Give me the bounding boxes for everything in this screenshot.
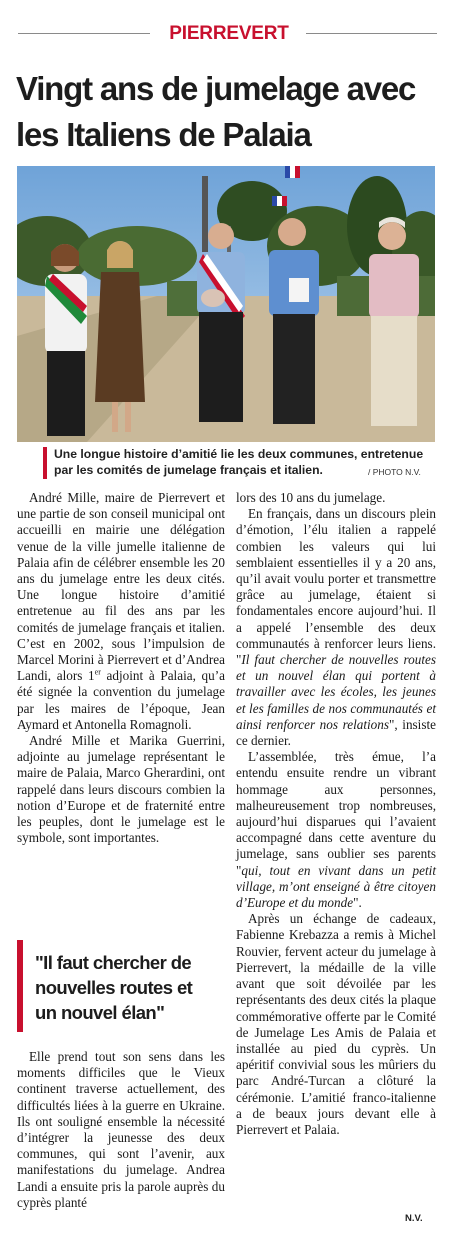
paragraph: Elle prend tout son sens dans les moments difficiles que le Vieux continent traverse actuellement, des difficultés liées à la guerre en Ukraine. Ils ont souligné ensemble la nécessité d’intégrer la jeunesse des deux communes, qui sont l’avenir, aux manifestations du jumelage. Andrea Landi a ensuite pris la parole auprès du cyprès planté [17,1049,225,1210]
photo-credit: / PHOTO N.V. [368,467,421,477]
paragraph-text: André Mille, maire de Pierrevert et une partie de son conseil municipal ont accueilli en mairie une délégation venue de la ville jumelle italienne de Palaia afin de célébrer ensemble les 20 ans du jumelage entre les deux cités. Une longue histoire d’amitié entretenue au fil des ans par les comités de jumelage français et italien. C’est en 2002, sous l’impulsion de Marcel Morini à Pierrevert et d’Andrea Landi, alors 1 [17,490,225,684]
article-headline: Vingt ans de jumelage avec les Italiens de Palaia [16,70,416,153]
section-rule-left [18,33,150,34]
left-column [17,490,225,846]
paragraph [236,749,436,911]
paragraph [236,506,436,749]
quoted-text: qui, tout en vivant dans un petit village, m’ont enseigné à être citoyen d’Europe et du monde [236,862,436,911]
paragraph-text: ", insiste ce dernier. [236,716,436,749]
quoted-text: Il faut chercher de nouvelles routes et un nouvel élan qui portent à travailler avec les écoles, les jeunes et les familles de nos communautés et ainsi renforcer nos relations [236,652,436,732]
pull-quote [17,940,217,1032]
paragraph-text: L’assemblée, très émue, l’a entendu ensuite rendre un vibrant hommage aux personnes, malheureusement trop nombreuses, aujourd’hui disparues qui l’avaient accompagné dans cette aventure du jumelage, sans oublier ses parents " [236,749,436,878]
photo-caption: Une longue histoire d’amitié lie les deux communes, entretenue par les comités de jumelage français et italien. [54,447,424,477]
right-column [236,490,436,1138]
paragraph-text: ". [353,895,362,911]
article-photo [17,166,435,442]
paragraph-text: En français, dans un discours plein d’émotion, l’élu italien a rappelé combien les valeurs qui lui semblaient essentielles il y a 20 ans, qu’il avait voulu porter et transmettre grâce au jumelage, étaient si fondamentales encore aujourd’hui. Il a appelé l’ensemble des deux communautés à renforcer leurs liens. " [236,506,436,668]
section-rule-right [306,33,437,34]
photo-illustration [17,166,435,442]
paragraph [17,490,225,733]
paragraph: André Mille et Marika Guerrini, adjointe au jumelage représentant le maire de Palaia, Marco Gherardini, ont rappelé dans leurs discours combien la notion d’Europe et de fraternité entre les peuples, dont le jumelage est le symbole, sont importantes. [17,733,225,846]
paragraph: Après un échange de cadeaux, Fabienne Krebazza a remis à Michel Rouvier, fervent acteur du jumelage à Pierrevert, la médaille de la ville avant que soit dévoilée par les représentants des deux cités la plaque commémorative offerte par le Comité de Jumelage Les Amis de Palaia et installée au pied du cyprès. Un apéritif convivial sous les mûriers du parc André-Turcan a clôturé la cérémonie. L’amitié franco-italienne a de beaux jours devant elle à Pierrevert et Palaia. [236,911,436,1137]
pull-quote-bar [17,940,23,1032]
section-header [18,23,437,45]
paragraph: lors des 10 ans du jumelage. [236,490,386,505]
section-label: PIERREVERT [169,23,289,44]
left-column-continued [17,1049,225,1211]
paragraph-text: adjoint à Palaia, qu’a été signée la convention du jumelage par les maires de l’époque, Jean Aymard et Antonella Romagnoli. [17,668,225,732]
caption-accent-bar [43,447,47,479]
superscript: er [94,667,101,677]
author-signature: N.V. [405,1213,423,1224]
pull-quote-text: "Il faut chercher de nouvelles routes et un nouvel élan" [35,952,193,1023]
